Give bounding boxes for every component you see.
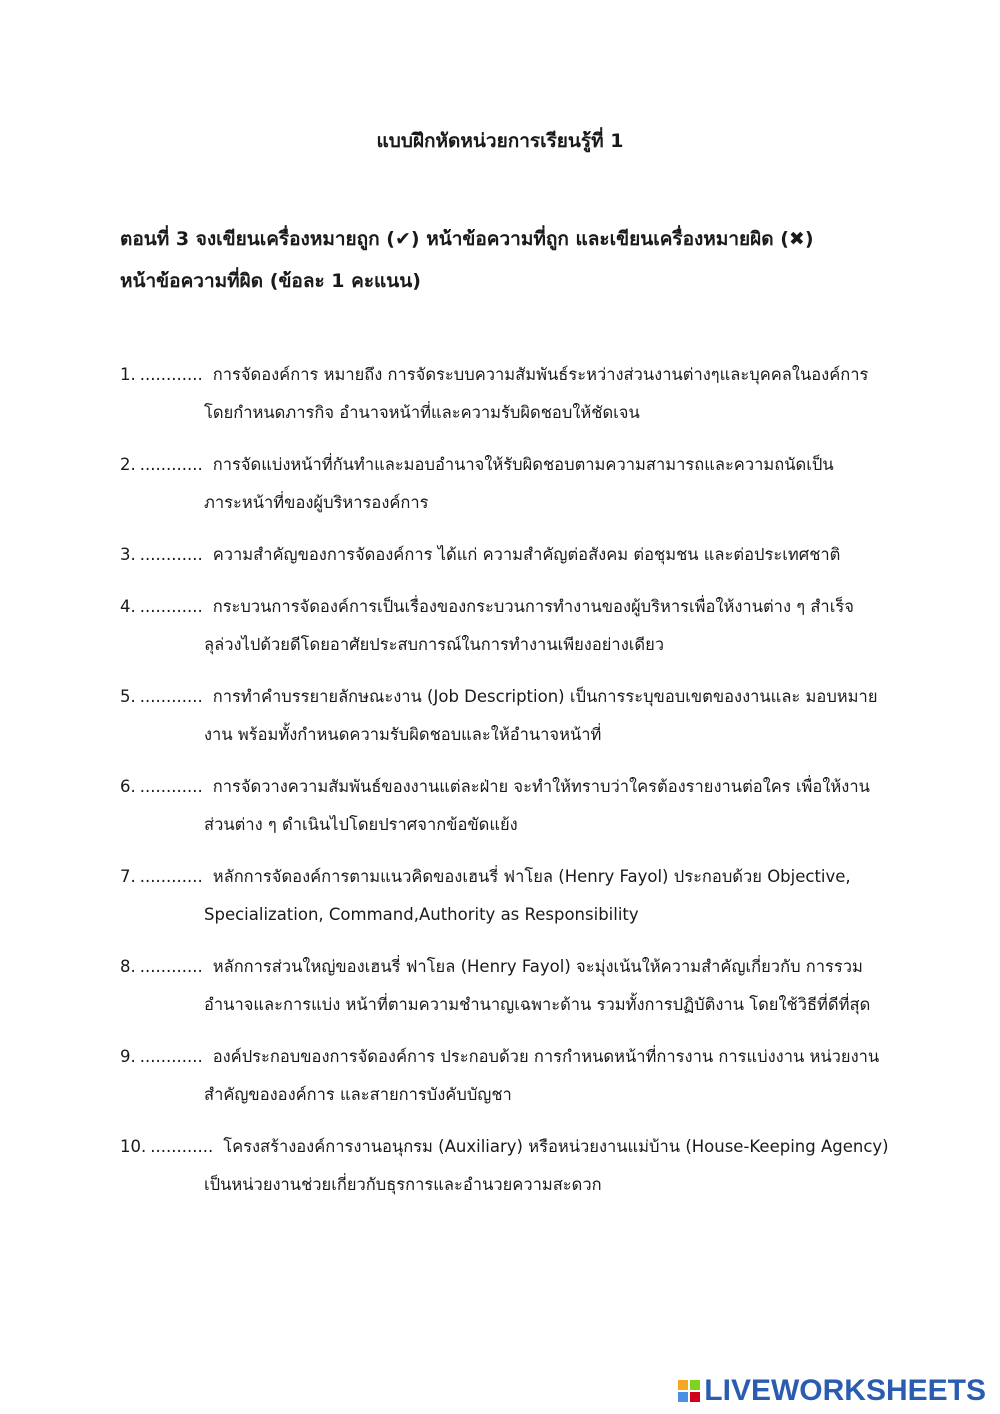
question-number: 6. — [120, 777, 136, 796]
question-item — [120, 588, 910, 664]
question-text: หลักการส่วนใหญ่ของเฮนรี่ ฟาโยล (Henry Fayol) จะมุ่งเน้นให้ความสำคัญเกี่ยวกับ การรวม — [212, 957, 863, 976]
question-text: การจัดองค์การ หมายถึง การจัดระบบความสัมพันธ์ระหว่างส่วนงานต่างๆและบุคคลในองค์การ — [212, 365, 869, 384]
question-text-continued: Specialization, Command,Authority as Responsibility — [204, 905, 639, 924]
answer-blank[interactable]: ............ — [150, 1137, 214, 1156]
instruction-line-2: หน้าข้อความที่ผิด (ข้อละ 1 คะแนน) — [120, 270, 421, 292]
answer-blank[interactable]: ............ — [139, 1047, 203, 1066]
question-item — [120, 768, 910, 844]
logo-square — [690, 1380, 700, 1390]
instructions — [120, 218, 890, 302]
question-number: 3. — [120, 545, 136, 564]
question-number: 10. — [120, 1137, 147, 1156]
question-text: ความสำคัญของการจัดองค์การ ได้แก่ ความสำคัญต่อสังคม ต่อชุมชน และต่อประเทศชาติ — [212, 545, 841, 564]
question-text: หลักการจัดองค์การตามแนวคิดของเฮนรี่ ฟาโยล (Henry Fayol) ประกอบด้วย Objective, — [212, 867, 851, 886]
logo-square — [690, 1392, 700, 1402]
liveworksheets-logo[interactable] — [678, 1374, 986, 1408]
question-item — [120, 678, 910, 754]
answer-blank[interactable]: ............ — [139, 597, 203, 616]
instruction-line-1: ตอนที่ 3 จงเขียนเครื่องหมายถูก (✔) หน้าข้อความที่ถูก และเขียนเครื่องหมายผิด (✖) — [120, 228, 814, 250]
question-item — [120, 1128, 910, 1204]
question-text: การจัดแบ่งหน้าที่กันทำและมอบอำนาจให้รับผิดชอบตามความสามารถและความถนัดเป็น — [212, 455, 834, 474]
question-text: การทำคำบรรยายลักษณะงาน (Job Description) เป็นการระบุขอบเขตของงานและ มอบหมาย — [212, 687, 878, 706]
logo-square — [678, 1392, 688, 1402]
question-item — [120, 948, 910, 1024]
answer-blank[interactable]: ............ — [139, 867, 203, 886]
answer-blank[interactable]: ............ — [139, 365, 203, 384]
question-text-continued: สำคัญขององค์การ และสายการบังคับบัญชา — [204, 1085, 512, 1104]
question-number: 8. — [120, 957, 136, 976]
question-number: 4. — [120, 597, 136, 616]
question-text-continued: อำนาจและการแบ่ง หน้าที่ตามความชำนาญเฉพาะด้าน รวมทั้งการปฏิบัติงาน โดยใช้วิธีที่ดีที่สุด — [204, 995, 871, 1014]
answer-blank[interactable]: ............ — [139, 545, 203, 564]
question-text: โครงสร้างองค์การงานอนุกรม (Auxiliary) หรือหน่วยงานแม่บ้าน (House-Keeping Agency) — [223, 1137, 889, 1156]
question-item — [120, 536, 910, 574]
question-text: กระบวนการจัดองค์การเป็นเรื่องของกระบวนการทำงานของผู้บริหารเพื่อให้งานต่าง ๆ สำเร็จ — [212, 597, 854, 616]
answer-blank[interactable]: ............ — [139, 957, 203, 976]
question-number: 7. — [120, 867, 136, 886]
question-text-continued: งาน พร้อมทั้งกำหนดความรับผิดชอบและให้อำนาจหน้าที่ — [204, 725, 602, 744]
logo-icon — [678, 1380, 700, 1402]
question-number: 2. — [120, 455, 136, 474]
answer-blank[interactable]: ............ — [139, 455, 203, 474]
question-item — [120, 1038, 910, 1114]
logo-square — [678, 1380, 688, 1390]
logo-text: LIVEWORKSHEETS — [704, 1374, 986, 1407]
question-item — [120, 356, 910, 432]
question-number: 5. — [120, 687, 136, 706]
question-text-continued: ภาระหน้าที่ของผู้บริหารองค์การ — [204, 493, 429, 512]
question-text-continued: ลุล่วงไปด้วยดีโดยอาศัยประสบการณ์ในการทำงานเพียงอย่างเดียว — [204, 635, 665, 654]
question-text: การจัดวางความสัมพันธ์ของงานแต่ละฝ่าย จะทำให้ทราบว่าใครต้องรายงานต่อใคร เพื่อให้งาน — [212, 777, 870, 796]
question-text: องค์ประกอบของการจัดองค์การ ประกอบด้วย การกำหนดหน้าที่การงาน การแบ่งงาน หน่วยงาน — [212, 1047, 880, 1066]
question-text-continued: ส่วนต่าง ๆ ดำเนินไปโดยปราศจากข้อขัดแย้ง — [204, 815, 518, 834]
answer-blank[interactable]: ............ — [139, 777, 203, 796]
question-number: 1. — [120, 365, 136, 384]
question-list — [120, 356, 910, 1218]
page-title: แบบฝึกหัดหน่วยการเรียนรู้ที่ 1 — [376, 130, 624, 152]
question-item — [120, 858, 910, 934]
answer-blank[interactable]: ............ — [139, 687, 203, 706]
question-text-continued: เป็นหน่วยงานช่วยเกี่ยวกับธุรการและอำนวยความสะดวก — [204, 1175, 602, 1194]
question-text-continued: โดยกำหนดภารกิจ อำนาจหน้าที่และความรับผิดชอบให้ชัดเจน — [204, 403, 640, 422]
question-item — [120, 446, 910, 522]
question-number: 9. — [120, 1047, 136, 1066]
